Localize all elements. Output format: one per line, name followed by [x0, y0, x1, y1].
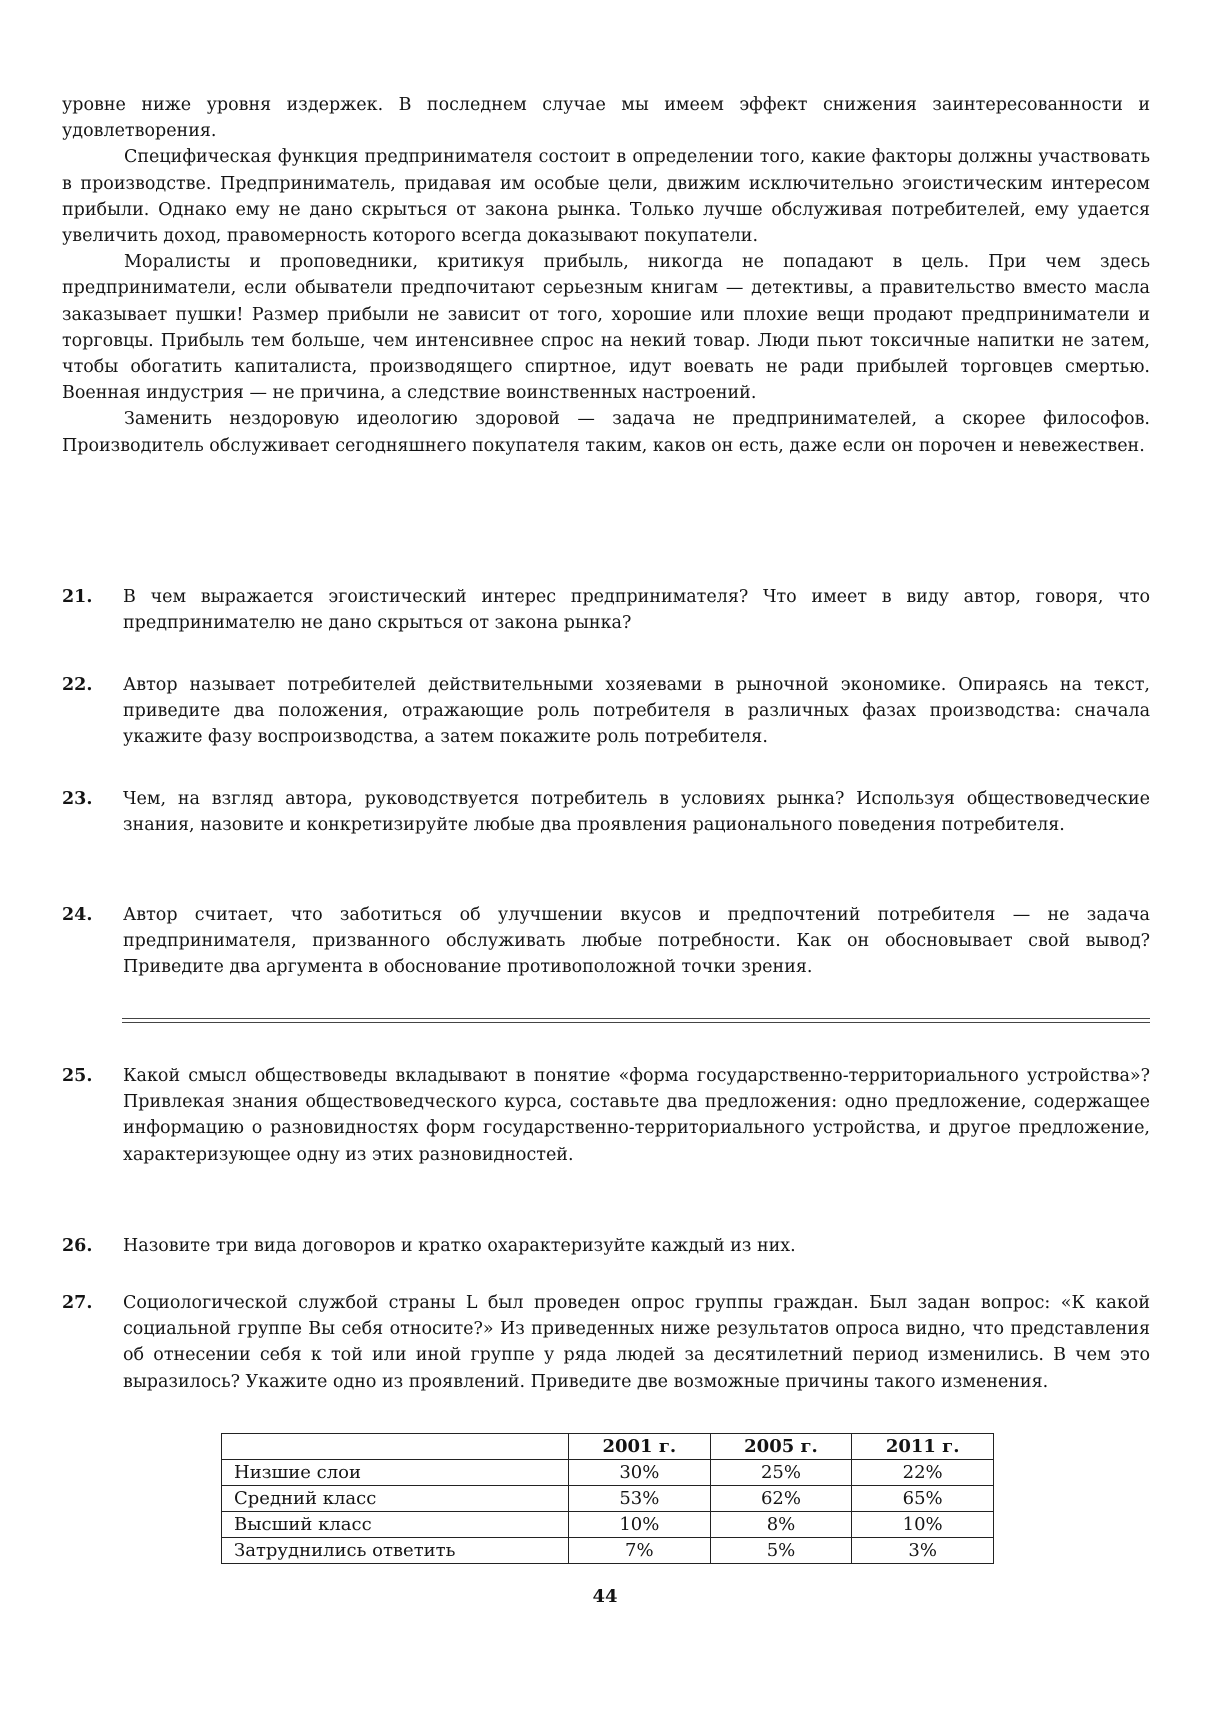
table-row — [222, 1486, 994, 1512]
question-number: 25. — [62, 1066, 93, 1086]
table-header-2005: 2005 г. — [710, 1434, 852, 1460]
table-cell: 3% — [852, 1538, 994, 1564]
question-text: Чем, на взгляд автора, руководствуется потребитель в условиях рынка? Используя обществоведческие знания, назовите и конкретизируйте любые два проявления рационального поведения потребителя. — [123, 789, 1150, 836]
question-27 — [62, 1290, 1150, 1395]
table-cell: 8% — [710, 1512, 852, 1538]
table-header-2001: 2001 г. — [569, 1434, 711, 1460]
page-number: 44 — [592, 1586, 618, 1607]
question-number: 27. — [62, 1293, 93, 1313]
question-23 — [62, 786, 1150, 838]
question-22 — [62, 672, 1150, 751]
table-row — [222, 1512, 994, 1538]
question-26 — [62, 1233, 1150, 1259]
question-text: Автор называет потребителей действительными хозяевами в рыночной экономике. Опираясь на текст, приведите два положения, отражающие роль потребителя в различных фазах производства: сначала укажите фазу воспроизводства, а затем покажите роль потребителя. — [123, 675, 1150, 748]
question-text: Назовите три вида договоров и кратко охарактеризуйте каждый из них. — [123, 1236, 796, 1256]
question-number: 24. — [62, 905, 93, 925]
table-cell: 10% — [852, 1512, 994, 1538]
row-label: Затруднились ответить — [222, 1538, 569, 1564]
question-number: 21. — [62, 587, 93, 607]
table-row — [222, 1460, 994, 1486]
section-divider — [122, 1018, 1150, 1023]
table-cell: 62% — [710, 1486, 852, 1512]
question-25 — [62, 1063, 1150, 1168]
table-header-2011: 2011 г. — [852, 1434, 994, 1460]
table-cell: 22% — [852, 1460, 994, 1486]
passage-paragraph-2: Моралисты и проповедники, критикуя прибыль, никогда не попадают в цель. При чем здесь предприниматели, если обыватели предпочитают серьезным книгам — детективы, а правительство вместо масла заказывает пушки! Размер прибыли не зависит от того, хорошие или плохие вещи продают предприниматели и торговцы. Прибыль тем больше, чем интенсивнее спрос на некий товар. Люди пьют токсичные напитки не затем, чтобы обогатить капиталиста, производящего спиртное, идут воевать не ради прибылей торговцев смертью. Военная индустрия — не причина, а следствие воинственных настроений. — [62, 252, 1150, 404]
table-cell: 10% — [569, 1512, 711, 1538]
question-21 — [62, 584, 1150, 636]
passage-paragraph-3: Заменить нездоровую идеологию здоровой — задача не предпринимателей, а скорее философов. Производитель обслуживает сегодняшнего покупателя таким, каков он есть, даже если он порочен и невежествен. — [62, 409, 1150, 456]
question-number: 26. — [62, 1236, 93, 1256]
table-header-empty — [222, 1434, 569, 1460]
question-text: Автор считает, что заботиться об улучшении вкусов и предпочтений потребителя — не задача предпринимателя, призванного обслуживать любые потребности. Как он обосновывает свой вывод? Приведите два аргумента в обоснование противоположной точки зрения. — [123, 905, 1150, 978]
passage-text — [62, 92, 1150, 459]
question-text: В чем выражается эгоистический интерес предпринимателя? Что имеет в виду автор, говоря, что предпринимателю не дано скрыться от закона рынка? — [123, 587, 1150, 634]
question-24 — [62, 902, 1150, 981]
row-label: Низшие слои — [222, 1460, 569, 1486]
table-header-row — [222, 1434, 994, 1460]
table-cell: 7% — [569, 1538, 711, 1564]
question-number: 22. — [62, 675, 93, 695]
question-text: Социологической службой страны L был проведен опрос группы граждан. Был задан вопрос: «К какой социальной группе Вы себя относите?» Из приведенных ниже результатов опроса видно, что представления об отнесении себя к той или иной группе у ряда людей за десятилетний период изменились. В чем это выразилось? Укажите одно из проявлений. Приведите две возможные причины такого изменения. — [123, 1293, 1150, 1392]
question-text: Какой смысл обществоведы вкладывают в понятие «форма государственно-территориального устройства»? Привлекая знания обществоведческого курса, составьте два предложения: одно предложение, содержащее информацию о разновидностях форм государственно-территориального устройства, и другое предложение, характеризующее одну из этих разновидностей. — [123, 1066, 1150, 1165]
row-label: Средний класс — [222, 1486, 569, 1512]
row-label: Высший класс — [222, 1512, 569, 1538]
table-cell: 53% — [569, 1486, 711, 1512]
table-row — [222, 1538, 994, 1564]
table-cell: 25% — [710, 1460, 852, 1486]
table-cell: 30% — [569, 1460, 711, 1486]
table-cell: 65% — [852, 1486, 994, 1512]
passage-paragraph-0: уровне ниже уровня издержек. В последнем случае мы имеем эффект снижения заинтересованности и удовлетворения. — [62, 95, 1150, 142]
table-cell: 5% — [710, 1538, 852, 1564]
question-number: 23. — [62, 789, 93, 809]
passage-paragraph-1: Специфическая функция предпринимателя состоит в определении того, какие факторы должны участвовать в производстве. Предприниматель, придавая им особые цели, движим исключительно эгоистическим интересом прибыли. Однако ему не дано скрыться от закона рынка. Только лучше обслуживая потребителей, ему удается увеличить доход, правомерность которого всегда доказывают покупатели. — [62, 147, 1150, 247]
survey-table — [221, 1433, 994, 1564]
